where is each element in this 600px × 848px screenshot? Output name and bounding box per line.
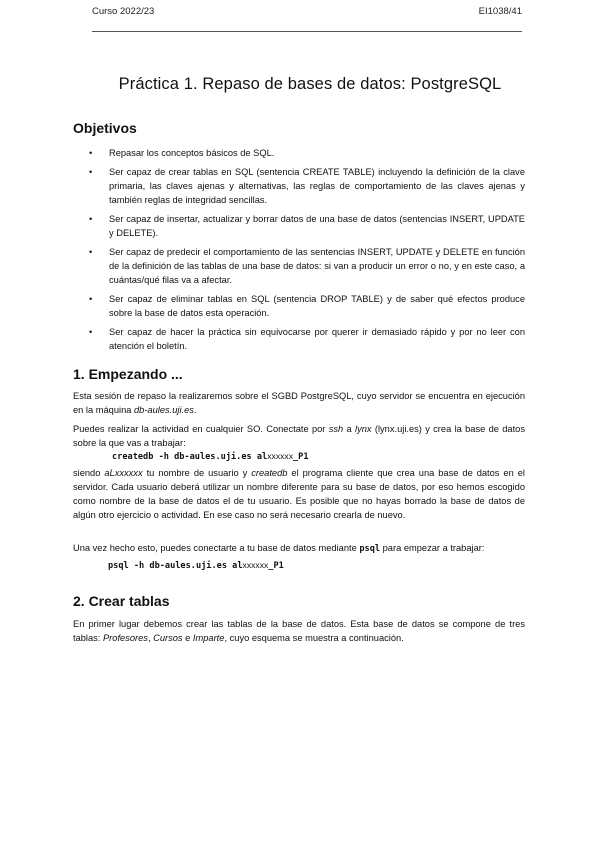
bullet-icon: • (89, 148, 93, 158)
createdb-command: createdb -h db-aules.uji.es alxxxxxx_P1 (112, 451, 309, 462)
bullet-icon: • (89, 214, 93, 224)
bullet-icon: • (89, 327, 93, 337)
section-heading-empezando: 1. Empezando ... (73, 366, 183, 382)
course-label: Curso 2022/23 (92, 6, 155, 17)
bullet-icon: • (89, 294, 93, 304)
list-item: • Ser capaz de eliminar tablas en SQL (sentencia DROP TABLE) y de saber qué efectos produce sobre la base de datos esta operación. (89, 294, 525, 318)
list-item: • Ser capaz de predecir el comportamiento de las sentencias INSERT, UPDATE y DELETE en función de la definición de las tablas de una base de datos: si van a producir un error o no, y en este caso, a cuántas/qué filas va a afectar. (89, 247, 525, 285)
bullet-icon: • (89, 167, 93, 177)
paragraph-explanation: siendo aLxxxxxx tu nombre de usuario y createdb el programa cliente que crea una base de datos en el servidor. Cada usuario deberá utilizar un nombre diferente para su base de datos, por eso hemos escogido como nombre de la base de datos el de tu usuario. Es posible que no hayas borrado la base de datos de algún otro ejercicio o actividad. En ese caso no será necesario crearla de nuevo. (73, 468, 525, 520)
page-title: Práctica 1. Repaso de bases de datos: PostgreSQL (118, 75, 502, 93)
host-name: db-aules.uji.es (134, 405, 194, 415)
list-item: • Ser capaz de crear tablas en SQL (sentencia CREATE TABLE) incluyendo la definición de la clave primaria, las claves ajenas y alternativas, las reglas de comportamiento de las claves ajenas y también reglas de integridad sencillas. (89, 167, 525, 205)
paragraph-server: Esta sesión de repaso la realizaremos sobre el SGBD PostgreSQL, cuyo servidor se encuentra en ejecución en la máquina db-aules.uji.es. (73, 391, 525, 415)
list-item: • Ser capaz de hacer la práctica sin equivocarse por querer ir demasiado rápido y por no leer con atención el boletín. (89, 327, 525, 351)
section-heading-objetivos: Objetivos (73, 120, 137, 136)
paragraph-psql: Una vez hecho esto, puedes conectarte a tu base de datos mediante psql para empezar a trabajar: (73, 543, 485, 554)
subject-code: EI1038/41 (478, 6, 522, 17)
section-heading-crear-tablas: 2. Crear tablas (73, 593, 170, 609)
header-divider (92, 31, 522, 32)
bullet-icon: • (89, 247, 93, 257)
page-header (92, 6, 522, 22)
psql-command: psql -h db-aules.uji.es alxxxxxx_P1 (108, 560, 284, 571)
paragraph-tables: En primer lugar debemos crear las tablas de la base de datos. Esta base de datos se compone de tres tablas: Profesores, Cursos e Imparte, cuyo esquema se muestra a continuación. (73, 619, 525, 643)
paragraph-connect: Puedes realizar la actividad en cualquier SO. Conectate por ssh a lynx (lynx.uji.es) y crea la base de datos sobre la que vas a trabajar: (73, 424, 525, 448)
list-item: • Ser capaz de insertar, actualizar y borrar datos de una base de datos (sentencias INSERT, UPDATE y DELETE). (89, 214, 525, 238)
objectives-list (73, 146, 525, 358)
list-item: • Repasar los conceptos básicos de SQL. (89, 148, 275, 158)
